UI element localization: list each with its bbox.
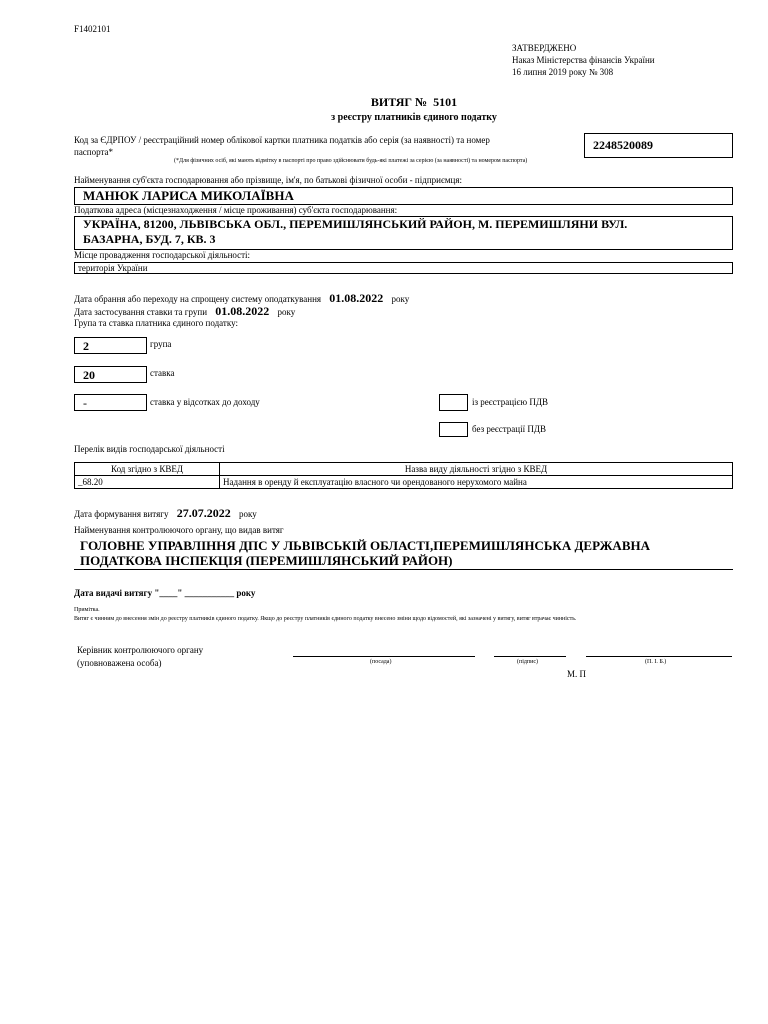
rate-date-row — [74, 304, 295, 319]
formed-value: 27.07.2022 — [176, 506, 231, 520]
address-line-2: БАЗАРНА, БУД. 7, КВ. 3 — [83, 232, 216, 246]
formed-row — [74, 506, 257, 521]
issue-date: Дата видачі витягу "____" ___________ року — [74, 588, 256, 598]
choice-date-value: 01.08.2022 — [329, 291, 384, 305]
percent-label: ставка у відсотках до доходу — [150, 397, 260, 407]
edrpou-label-line-2: паспорта* — [74, 147, 114, 157]
signature-label-line-2: (уповноважена особа) — [77, 658, 162, 668]
position-caption: (посада) — [370, 659, 392, 665]
vat-checkbox — [439, 394, 468, 411]
name-label: Найменування суб'єкта господарювання або прізвище, ім'я, по батькові фізичної особи - підприємця: — [74, 175, 462, 185]
document-title — [0, 95, 768, 110]
edrpou-footnote: (*Для фізичних осіб, які мають відмітку в паспорті про право здійснювати будь-які платежі за серією (за наявності) та номером паспорта) — [174, 158, 528, 164]
novat-label: без реєстрації ПДВ — [472, 424, 546, 434]
pib-caption: (П. І. Б.) — [645, 659, 667, 665]
authority-underline — [74, 569, 733, 570]
approval-line-3: 16 липня 2019 року № 308 — [512, 67, 614, 77]
choice-date-suffix: року — [391, 294, 410, 304]
kved-header-name: Назва виду діяльності згідно з КВЕД — [220, 463, 733, 476]
formed-suffix: року — [238, 509, 257, 519]
signature-label — [77, 644, 203, 670]
authority-line-1: ГОЛОВНЕ УПРАВЛІННЯ ДПС У ЛЬВІВСЬКІЙ ОБЛАСТІ,ПЕРЕМИШЛЯНСЬКА ДЕРЖАВНА — [80, 538, 650, 553]
vat-label: із реєстрацією ПДВ — [472, 397, 548, 407]
group-value: 2 — [74, 337, 147, 354]
signature-caption: (підпис) — [517, 659, 539, 665]
edrpou-label-line-1: Код за ЄДРПОУ / реєстраційний номер облікової картки платника податків або серія (за наявності) та номер — [74, 135, 490, 145]
seal-mark: М. П — [567, 669, 587, 679]
signature-line — [494, 656, 566, 657]
group-unit-label: група — [150, 339, 172, 349]
kved-header-code: Код згідно з КВЕД — [75, 463, 220, 476]
table-row — [75, 476, 733, 489]
note-label: Примітка. — [74, 607, 100, 613]
percent-value: - — [74, 394, 147, 411]
group-label: Група та ставка платника єдиного податку: — [74, 318, 238, 328]
document-subtitle: з реєстру платників єдиного податку — [331, 112, 497, 123]
title-prefix: ВИТЯГ № — [370, 95, 428, 109]
novat-checkbox — [439, 422, 468, 437]
address-line-1: УКРАЇНА, 81200, ЛЬВІВСЬКА ОБЛ., ПЕРЕМИШЛЯНСЬКИЙ РАЙОН, М. ПЕРЕМИШЛЯНИ ВУЛ. — [83, 217, 628, 231]
authority-value — [80, 538, 650, 568]
edrpou-label — [74, 134, 574, 158]
rate-date-value: 01.08.2022 — [215, 304, 270, 318]
address-label: Податкова адреса (місцезнаходження / місце проживання) суб'єкта господарювання: — [74, 205, 398, 215]
rate-unit-label: ставка — [150, 368, 175, 378]
kved-label: Перелік видів господарської діяльності — [74, 444, 225, 454]
kved-name: Надання в оренду й експлуатацію власного чи орендованого нерухомого майна — [220, 476, 733, 489]
address-value — [74, 216, 733, 250]
place-value: територія України — [74, 262, 733, 274]
kved-header-row — [75, 463, 733, 476]
place-label: Місце провадження господарської діяльності: — [74, 250, 251, 260]
approval-line-2: Наказ Міністерства фінансів України — [512, 55, 655, 65]
authority-label: Найменування контролюючого органу, що видав витяг — [74, 525, 284, 535]
edrpou-value: 2248520089 — [584, 133, 733, 158]
approval-block — [512, 42, 655, 78]
kved-code: _68.20 — [75, 476, 220, 489]
form-code: F1402101 — [74, 24, 111, 34]
note-text: Витяг є чинним до внесення змін до реєстру платників єдиного податку. Якщо до реєстру платників єдиного податку внесено зміни щодо відомостей, які зазначені у витягу, витяг втрачає чинність. — [74, 616, 577, 622]
authority-line-2: ПОДАТКОВА ІНСПЕКЦІЯ (ПЕРЕМИШЛЯНСЬКИЙ РАЙОН) — [80, 553, 453, 568]
rate-value: 20 — [74, 366, 147, 383]
kved-table — [74, 462, 733, 489]
title-number: 5101 — [433, 95, 458, 109]
pib-line — [586, 656, 732, 657]
rate-date-label: Дата застосування ставки та групи — [74, 307, 208, 317]
signature-label-line-1: Керівник контролюючого органу — [77, 645, 204, 655]
approval-line-1: ЗАТВЕРДЖЕНО — [512, 43, 577, 53]
position-line — [293, 656, 475, 657]
rate-date-suffix: року — [277, 307, 296, 317]
name-value: МАНЮК ЛАРИСА МИКОЛАЇВНА — [74, 187, 733, 205]
formed-label: Дата формування витягу — [74, 509, 169, 519]
choice-date-label: Дата обрання або переходу на спрощену систему оподаткування — [74, 294, 322, 304]
